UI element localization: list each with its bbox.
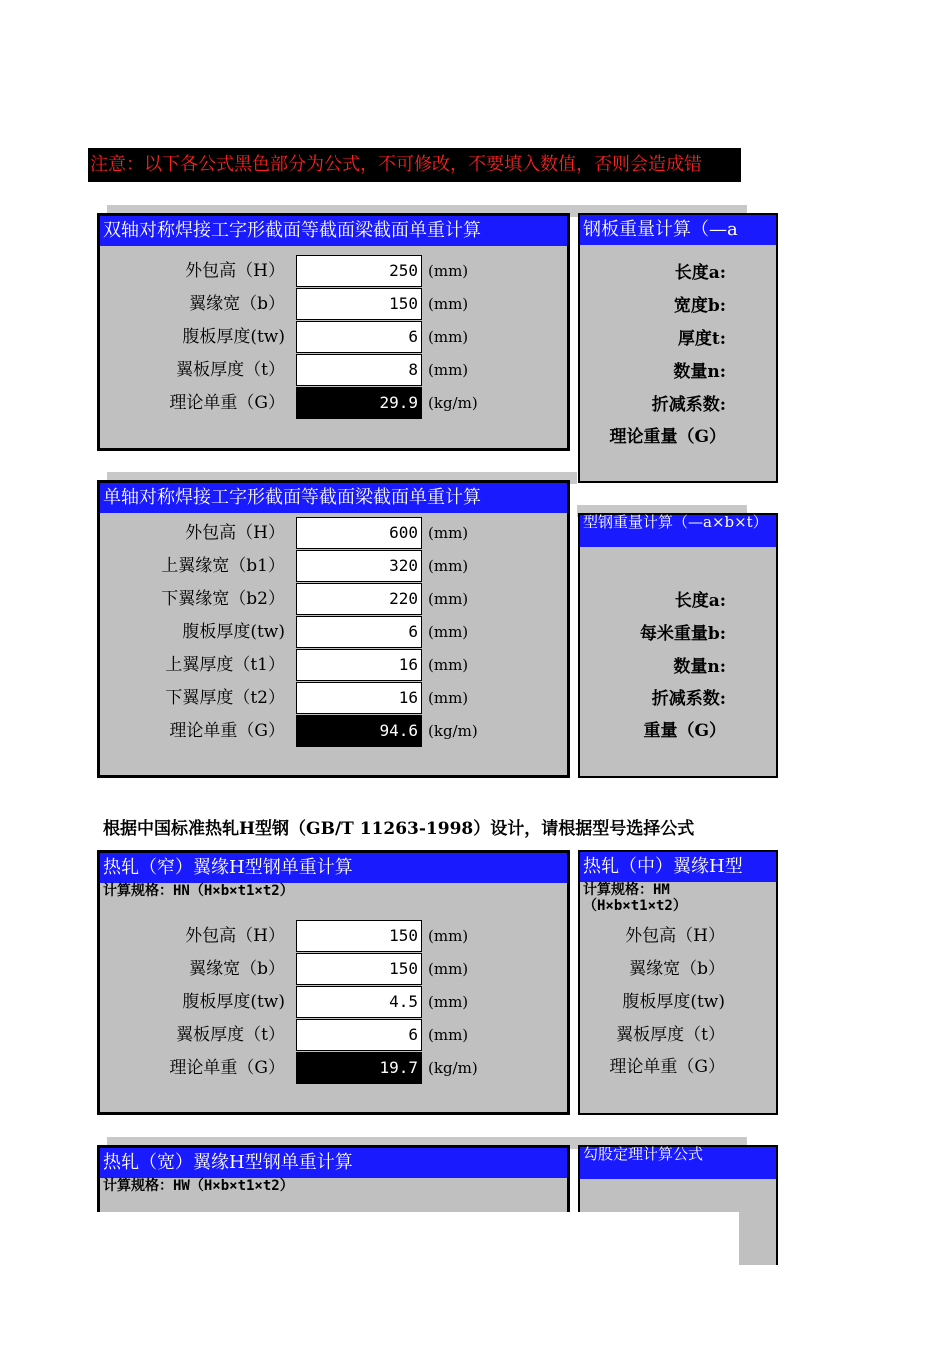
field-label: 外包高（H） [185,926,285,946]
hm-weight-label: 理论单重（G） [609,1057,725,1077]
panel-hm [578,850,778,1115]
spec-label: 计算规格：HW（H×b×t1×t2） [103,1178,294,1194]
plate-weight-label: 理论重量（G） [609,427,726,447]
input-row [100,682,567,714]
result-cell: 19.7 [296,1052,422,1084]
unit-label: (mm) [428,295,469,313]
plate-thickness-label: 厚度t: [677,329,726,349]
panel-plate-weight [578,213,778,483]
input-row [100,255,567,287]
hm-web-thickness-label: 腹板厚度(tw) [622,992,725,1012]
page-bottom [0,1212,739,1352]
field-label: 上翼厚度（t1） [165,655,285,675]
hm-flange-width-label: 翼缘宽（b） [629,959,725,979]
input-row [100,1052,567,1084]
unit-label: (mm) [428,689,469,707]
field-label: 外包高（H） [185,523,285,543]
input-row [100,920,567,952]
spec-label: 计算规格：HN（H×b×t1×t2） [103,883,294,899]
input-row [100,583,567,615]
unit-label: (kg/m) [428,1059,478,1077]
unit-label: (mm) [428,361,469,379]
unit-label: (mm) [428,993,469,1011]
panel-title: 勾股定理计算公式 [580,1147,776,1179]
value-input[interactable]: 16 [296,649,422,681]
panel-single-axis [97,480,570,778]
panel-title: 热轧（宽）翼缘H型钢单重计算 [100,1148,567,1178]
panel-title: 热轧（窄）翼缘H型钢单重计算 [100,853,567,883]
hm-flange-thickness-label: 翼板厚度（t） [616,1025,725,1045]
field-label: 外包高（H） [185,261,285,281]
unit-label: (mm) [428,1026,469,1044]
input-row [100,387,567,419]
value-input[interactable]: 150 [296,953,422,985]
field-label: 腹板厚度(tw) [182,622,285,642]
panel-title: 钢板重量计算（—a [580,215,776,245]
input-row [100,550,567,582]
unit-label: (mm) [428,328,469,346]
unit-label: (kg/m) [428,722,478,740]
panel-title: 热轧（中）翼缘H型 [580,852,776,882]
value-input[interactable]: 320 [296,550,422,582]
unit-label: (mm) [428,960,469,978]
plate-width-label: 宽度b: [673,296,726,316]
panel-double-axis [97,213,570,451]
result-cell: 29.9 [296,387,422,419]
field-label: 下翼缘宽（b2） [161,589,285,609]
value-input[interactable]: 6 [296,321,422,353]
value-input[interactable]: 150 [296,288,422,320]
field-label: 下翼厚度（t2） [165,688,285,708]
panel-section-steel [578,513,778,778]
plate-length-label: 长度a: [674,263,726,283]
input-row [100,953,567,985]
hm-height-label: 外包高（H） [625,926,725,946]
field-label: 翼板厚度（t） [176,360,285,380]
section-unit-weight-label: 每米重量b: [639,624,726,644]
section-factor-label: 折减系数: [651,689,726,709]
section-count-label: 数量n: [673,657,726,677]
value-input[interactable]: 4.5 [296,986,422,1018]
field-label: 上翼缘宽（b1） [161,556,285,576]
value-input[interactable]: 6 [296,616,422,648]
warning-banner: 注意：以下各公式黑色部分为公式，不可修改，不要填入数值，否则会造成错 [88,148,741,182]
unit-label: (mm) [428,590,469,608]
input-row [100,1019,567,1051]
panel-title: 双轴对称焊接工字形截面等截面梁截面单重计算 [100,216,567,246]
input-row [100,986,567,1018]
value-input[interactable]: 6 [296,1019,422,1051]
section-length-label: 长度a: [674,591,726,611]
value-input[interactable]: 600 [296,517,422,549]
input-row [100,616,567,648]
input-row [100,321,567,353]
value-input[interactable]: 16 [296,682,422,714]
value-input[interactable]: 150 [296,920,422,952]
section-weight-label: 重量（G） [643,721,726,741]
unit-label: (mm) [428,927,469,945]
unit-label: (mm) [428,557,469,575]
plate-factor-label: 折减系数: [651,395,726,415]
unit-label: (mm) [428,623,469,641]
unit-label: (kg/m) [428,394,478,412]
result-cell: 94.6 [296,715,422,747]
unit-label: (mm) [428,656,469,674]
input-row [100,649,567,681]
field-label: 翼缘宽（b） [189,294,285,314]
field-label: 理论单重（G） [169,1058,285,1078]
field-label: 翼板厚度（t） [176,1025,285,1045]
input-row [100,715,567,747]
section-heading: 根据中国标准热轧H型钢（GB/T 11263-1998）设计，请根据型号选择公式 [103,819,695,839]
field-label: 腹板厚度(tw) [182,327,285,347]
panel-title: 单轴对称焊接工字形截面等截面梁截面单重计算 [100,483,567,513]
panel-hn [97,850,570,1115]
panel-title: 型钢重量计算（—a×b×t） [580,515,776,547]
input-row [100,517,567,549]
field-label: 翼缘宽（b） [189,959,285,979]
input-row [100,288,567,320]
unit-label: (mm) [428,262,469,280]
value-input[interactable]: 220 [296,583,422,615]
value-input[interactable]: 250 [296,255,422,287]
field-label: 理论单重（G） [169,393,285,413]
unit-label: (mm) [428,524,469,542]
input-row [100,354,567,386]
field-label: 腹板厚度(tw) [182,992,285,1012]
value-input[interactable]: 8 [296,354,422,386]
field-label: 理论单重（G） [169,721,285,741]
plate-count-label: 数量n: [673,362,726,382]
spec-label: 计算规格：HM（H×b×t1×t2） [583,882,687,914]
